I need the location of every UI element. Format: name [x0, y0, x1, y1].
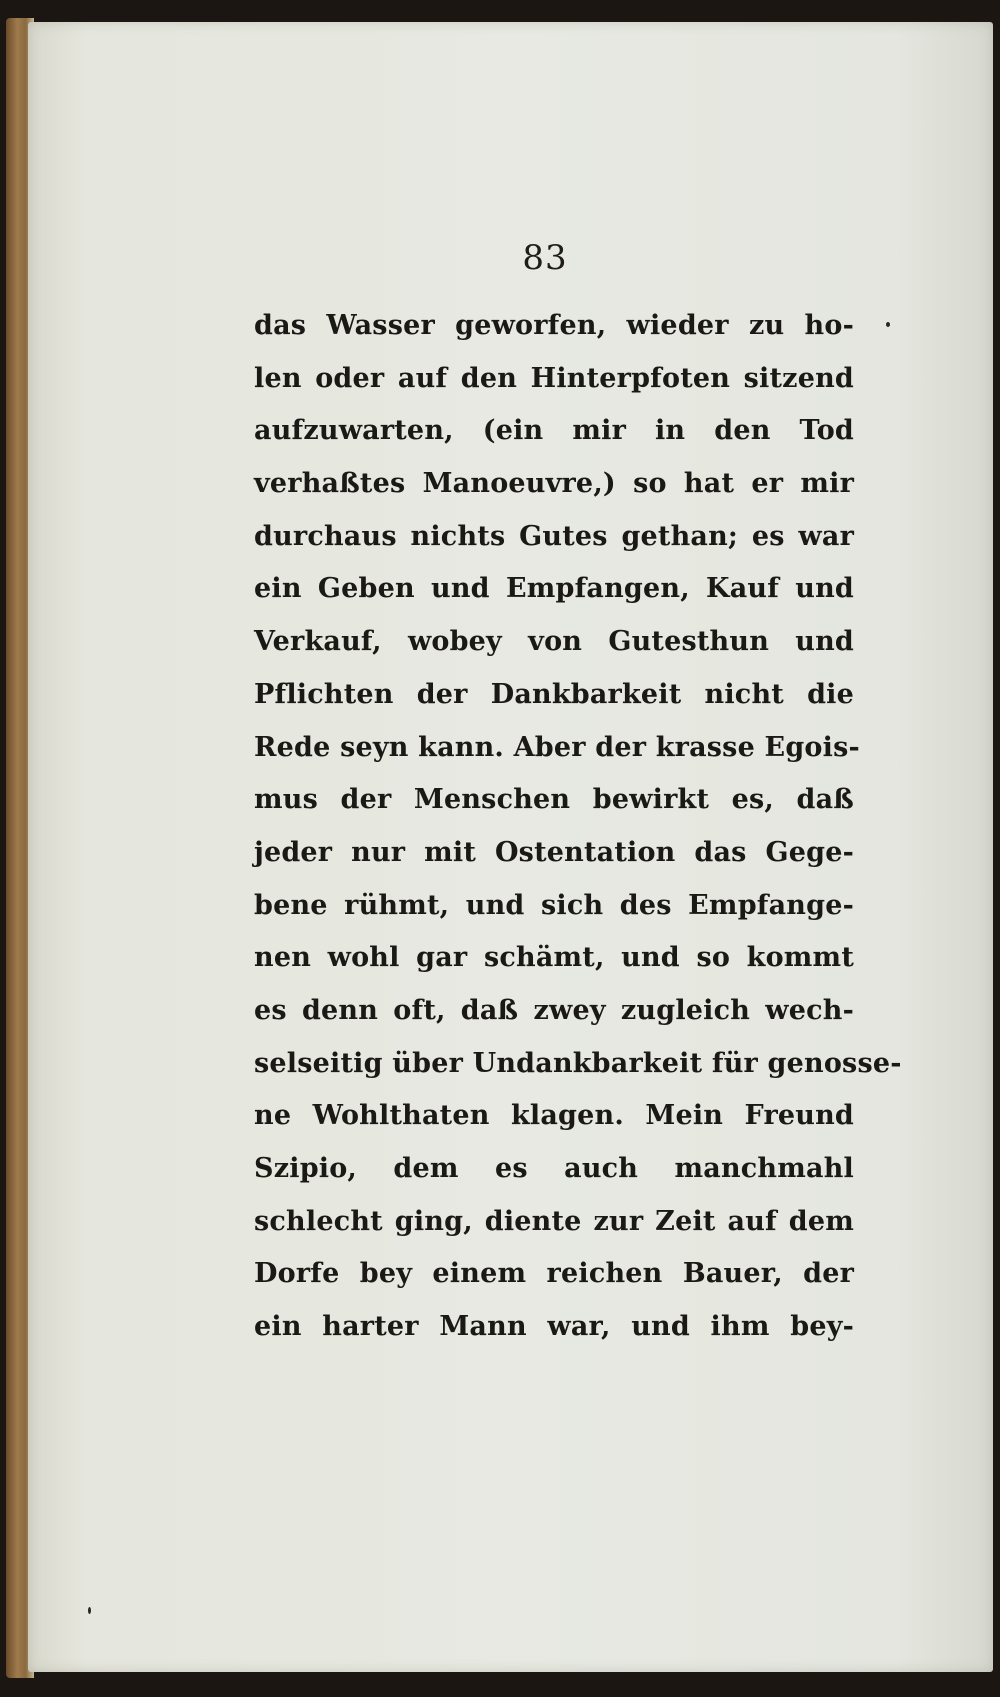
text-line: verhaßtes Manoeuvre,) so hat er mir: [254, 468, 854, 500]
text-line: Dorfe bey einem reichen Bauer, der: [254, 1258, 854, 1290]
text-line: aufzuwarten, (ein mir in den Tod: [254, 415, 854, 447]
text-line: ein harter Mann war, und ihm bey-: [254, 1311, 854, 1343]
text-line: das Wasser geworfen, wieder zu ho-: [254, 310, 854, 341]
text-line: mus der Menschen bewirkt es, daß: [254, 784, 854, 816]
text-line: ne Wohlthaten klagen. Mein Freund: [254, 1100, 854, 1132]
page-number: 83: [522, 238, 568, 278]
ink-speck: [886, 322, 890, 327]
ink-speck: [88, 1607, 91, 1614]
body-text: [254, 300, 902, 1354]
text-line: schlecht ging, diente zur Zeit auf dem: [254, 1205, 854, 1237]
text-line: Pflichten der Dankbarkeit nicht die: [254, 678, 854, 710]
text-line: es denn oft, daß zwey zugleich wech-: [254, 994, 854, 1026]
text-line: bene rühmt, und sich des Empfange-: [254, 889, 854, 921]
text-line: durchaus nichts Gutes gethan; es war: [254, 520, 854, 552]
text-line: selseitig über Undankbarkeit für genosse-: [254, 1047, 902, 1079]
text-line: len oder auf den Hinterpfoten sitzend: [254, 362, 854, 394]
text-line: nen wohl gar schämt, und so kommt: [254, 942, 854, 974]
text-line: Rede seyn kann. Aber der krasse Egois-: [254, 731, 860, 763]
text-line: ein Geben und Empfangen, Kauf und: [254, 573, 854, 605]
text-line: Verkauf, wobey von Gutesthun und: [254, 626, 854, 658]
text-line: jeder nur mit Ostentation das Gege-: [254, 836, 854, 868]
text-line: Szipio, dem es auch manchmahl: [254, 1153, 854, 1184]
